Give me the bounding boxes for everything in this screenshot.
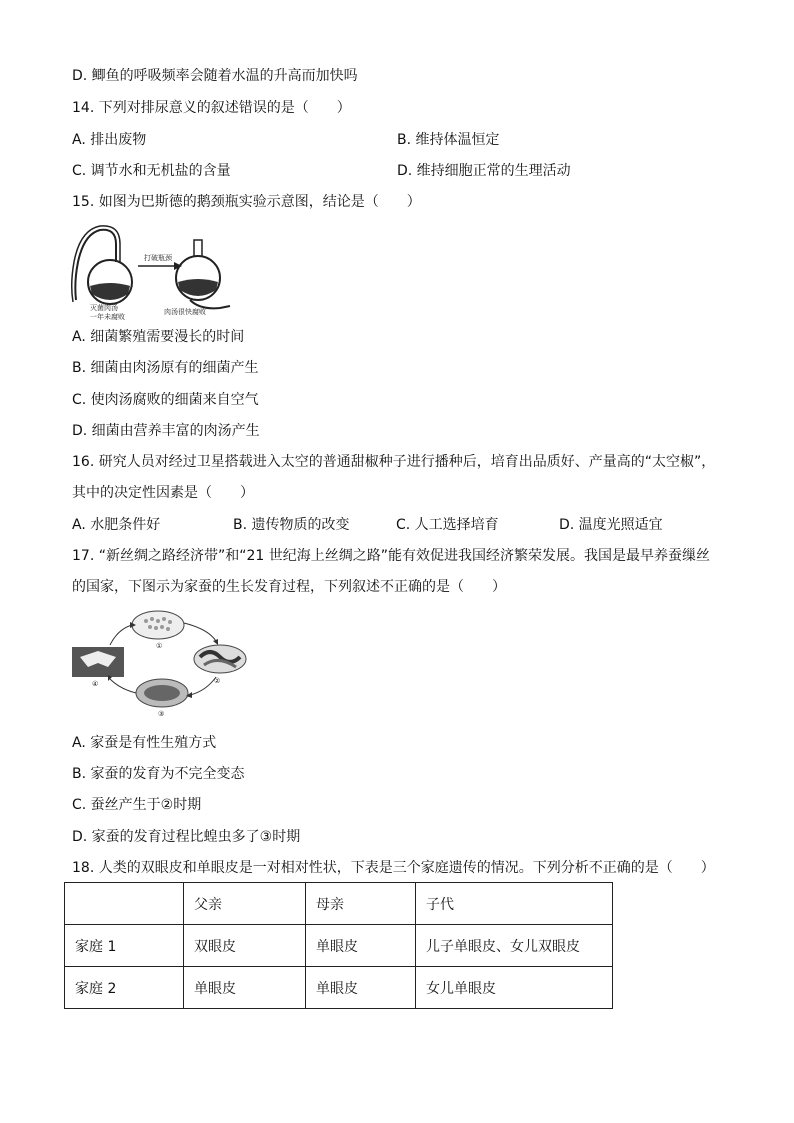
q14-option-c[interactable]: C. 调节水和无机盐的含量 (72, 163, 231, 179)
left-caption-1: 灭菌肉汤 (90, 304, 118, 312)
q16-option-a[interactable]: A. 水肥条件好 (72, 517, 161, 533)
table-row (65, 967, 613, 1009)
q16-option-d[interactable]: D. 温度光照适宜 (559, 517, 663, 533)
q15-stem: 15. 如图为巴斯德的鹅颈瓶实验示意图，结论是（ ） (72, 194, 421, 210)
swan-neck-flask-figure (70, 222, 232, 322)
q14-option-d[interactable]: D. 维持细胞正常的生理活动 (397, 163, 571, 179)
table-header-cell: 母亲 (306, 883, 416, 925)
q14-option-b[interactable]: B. 维持体温恒定 (397, 132, 500, 148)
q17-option-b[interactable]: B. 家蚕的发育为不完全变态 (72, 766, 245, 782)
q15-option-b[interactable]: B. 细菌由肉汤原有的细菌产生 (72, 360, 259, 376)
q16-option-b[interactable]: B. 遗传物质的改变 (233, 517, 350, 533)
q17-option-c[interactable]: C. 蚕丝产生于②时期 (72, 797, 202, 813)
arrow-label: 打破瓶颈 (144, 254, 172, 262)
silkworm-eggs-icon (132, 611, 184, 639)
table-cell: 单眼皮 (306, 967, 416, 1009)
q17-stem-line2: 的国家，下图示为家蚕的生长发育过程，下列叙述不正确的是（ ） (72, 579, 506, 595)
q17-stem-line1: 17. “新丝绸之路经济带”和“21 世纪海上丝绸之路”能有效促进我国经济繁荣发展。我国是最早养蚕缫丝 (72, 548, 710, 564)
q15-option-a[interactable]: A. 细菌繁殖需要漫长的时间 (72, 329, 245, 345)
table-cell: 单眼皮 (184, 967, 306, 1009)
stage-label-3: ③ (158, 710, 165, 718)
table-cell: 女儿单眼皮 (416, 967, 613, 1009)
q17-option-a[interactable]: A. 家蚕是有性生殖方式 (72, 735, 217, 751)
q17-option-d[interactable]: D. 家蚕的发育过程比蝗虫多了③时期 (72, 829, 301, 845)
family-inheritance-table (64, 882, 613, 1009)
table-cell: 家庭 2 (65, 967, 184, 1009)
q14-stem: 14. 下列对排尿意义的叙述错误的是（ ） (72, 100, 351, 116)
stage-label-2: ② (214, 677, 221, 685)
left-caption-2: 一年未腐败 (90, 313, 125, 321)
q14-option-a[interactable]: A. 排出废物 (72, 132, 147, 148)
table-header-row (65, 883, 613, 925)
silkworm-lifecycle-figure (70, 607, 248, 719)
q16-option-c[interactable]: C. 人工选择培育 (396, 517, 499, 533)
right-caption: 肉汤很快腐败 (164, 308, 206, 316)
stage-label-4: ④ (92, 680, 99, 688)
q16-stem-line1: 16. 研究人员对经过卫星搭载进入太空的普通甜椒种子进行播种后，培育出品质好、产量高的“太空椒”， (72, 454, 716, 470)
table-cell: 双眼皮 (184, 925, 306, 967)
table-row (65, 925, 613, 967)
table-header-cell: 父亲 (184, 883, 306, 925)
table-cell: 家庭 1 (65, 925, 184, 967)
table-header-cell (65, 883, 184, 925)
stage-label-1: ① (156, 642, 163, 650)
table-header-cell: 子代 (416, 883, 613, 925)
q15-option-d[interactable]: D. 细菌由营养丰富的肉汤产生 (72, 423, 260, 439)
q15-option-c[interactable]: C. 使肉汤腐败的细菌来自空气 (72, 392, 259, 408)
table-cell: 单眼皮 (306, 925, 416, 967)
table-cell: 儿子单眼皮、女儿双眼皮 (416, 925, 613, 967)
q16-stem-line2: 其中的决定性因素是（ ） (72, 485, 254, 501)
q18-stem: 18. 人类的双眼皮和单眼皮是一对相对性状，下表是三个家庭遗传的情况。下列分析不正确的是（ ） (72, 860, 715, 876)
q13-option-d: D. 鲫鱼的呼吸频率会随着水温的升高而加快吗 (72, 68, 358, 84)
